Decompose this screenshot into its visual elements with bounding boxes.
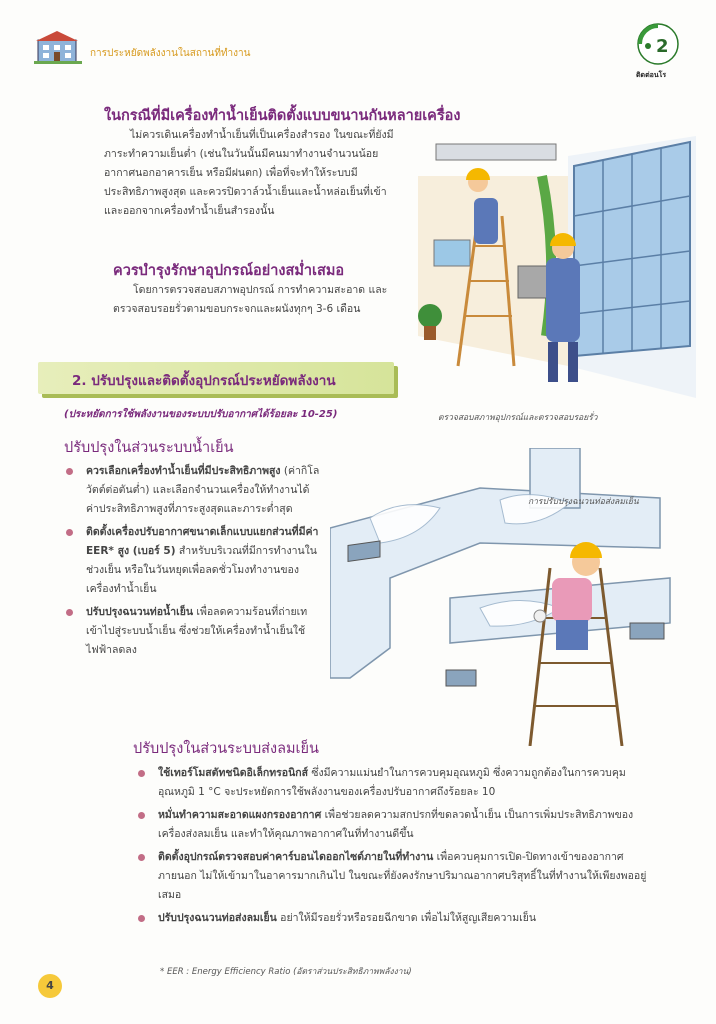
section-heading-maintenance: ควรบำรุงรักษาอุปกรณ์อย่างสม่ำเสมอ: [113, 263, 345, 279]
item-text: ซึ่งมีความแม่นยำในการควบคุมอุณหภูมิ ซึ่งความถูกต้องในการควบคุมอุณหภูมิ 1 °C จะประหยัดการใช้พลังงานของเครื่องปรับอากาศถึงร้อยละ 10: [158, 767, 626, 798]
item-text: เพื่อช่วยลดความสกปรกที่ขดลวดน้ำเย็น เป็นการเพิ่มประสิทธิภาพของเครื่องส่งลมเย็น และทำให้คุณภาพอากาศในที่ทำงานดีขึ้น: [158, 809, 634, 840]
item-bold: หมั่นทำความสะอาดแผงกรองอากาศ: [158, 809, 322, 821]
bullet-icon: [66, 609, 73, 616]
energy-badge-icon: [628, 18, 688, 70]
list-item: [136, 909, 656, 928]
list-item: [136, 848, 656, 905]
caption-duct: การปรับปรุงฉนวนท่อส่งลมเย็น: [528, 497, 639, 507]
item-text: เพื่อลดความร้อนที่ถ่ายเทเข้าไปสู่ระบบน้ำเย็น ซึ่งช่วยให้เครื่องทำน้ำเย็นใช้ไฟฟ้าลดลง: [86, 606, 308, 656]
item-bold: ปรับปรุงฉนวนท่อส่งลมเย็น: [158, 912, 277, 924]
page-number: 4: [38, 974, 62, 998]
caption-inspection: ตรวจสอบสภาพอุปกรณ์และตรวจสอบรอยรั่ว: [438, 413, 598, 423]
bullet-icon: [138, 915, 145, 922]
footnote: * EER : Energy Efficiency Ratio (อัตราส่วนประสิทธิภาพพลังงาน): [160, 967, 412, 977]
item-text: เพื่อควบคุมการเปิด-ปิดทางเข้าของอากาศภายนอก ไม่ให้เข้ามาในอาคารมากเกินไป ในขณะที่ยังคงรักษาปริมาณอากาศบริสุทธิ์ในที่ทำงานให้เพียงพออยู่เสมอ: [158, 851, 647, 901]
duct-repair-illustration: [330, 448, 686, 746]
bullet-icon: [138, 812, 145, 819]
chilled-water-list: [64, 462, 320, 664]
bullet-icon: [138, 770, 145, 777]
savings-note: (ประหยัดการใช้พลังงานของระบบปรับอากาศได้ร้อยละ 10-25): [64, 409, 338, 420]
list-item: [64, 462, 320, 519]
item-bold: ควรเลือกเครื่องทำน้ำเย็นที่มีประสิทธิภาพสูง: [86, 465, 281, 477]
paragraph-maintenance: โดยการตรวจสอบสภาพอุปกรณ์ การทำความสะอาด และตรวจสอบรอยรั่วตามขอบกระจกและผนังทุกๆ 3-6 เดือน: [113, 284, 388, 315]
section-heading-parallel-chillers: ในกรณีที่มีเครื่องทำน้ำเย็นติดตั้งแบบขนานกันหลายเครื่อง: [104, 108, 461, 124]
bullet-icon: [138, 854, 145, 861]
svg-text:2: 2: [656, 36, 669, 57]
section-banner: [38, 362, 394, 394]
list-item: [64, 523, 320, 599]
section-heading-chilled-water: ปรับปรุงในส่วนระบบน้ำเย็น: [64, 440, 234, 456]
list-item: [136, 764, 656, 802]
section-heading-air-distribution: ปรับปรุงในส่วนระบบส่งลมเย็น: [133, 741, 319, 757]
item-bold: ติดตั้งเครื่องปรับอากาศขนาดเล็กแบบแยกส่วนที่มีค่า EER* สูง (เบอร์ 5): [86, 526, 319, 557]
item-bold: ติดตั้งอุปกรณ์ตรวจสอบค่าคาร์บอนไดออกไซด์ภายในที่ทำงาน: [158, 851, 434, 863]
item-text: (ค่ากิโลวัตต์ต่อตันต่ำ) และเลือกจำนวนเครื่องให้ทำงานได้ค่าประสิทธิภาพสูงที่ภาระสูงสุดและภาระต่ำสุด: [86, 465, 320, 515]
item-text: อย่าให้มีรอยรั่วหรือรอยฉีกขาด เพื่อไม่ให้สูญเสียความเย็น: [276, 912, 537, 924]
bullet-icon: [66, 468, 73, 475]
list-item: [136, 806, 656, 844]
badge-label: ติดต่อนโร: [636, 71, 667, 79]
inspection-illustration: [418, 136, 696, 398]
banner-title: 2. ปรับปรุงและติดตั้งอุปกรณ์ประหยัดพลังงาน: [72, 373, 336, 389]
bullet-icon: [66, 529, 73, 536]
air-distribution-list: [136, 764, 656, 932]
item-bold: ใช้เทอร์โมสตัทชนิดอิเล็กทรอนิกส์: [158, 767, 309, 779]
header-title: การประหยัดพลังงานในสถานที่ทำงาน: [90, 48, 251, 59]
paragraph-parallel-chillers: ไม่ควรเดินเครื่องทำน้ำเย็นที่เป็นเครื่องสำรอง ในขณะที่ยังมีภาระทำความเย็นต่ำ (เช่นในวันนั้นมีคนมาทำงานจำนวนน้อย อากาศนอกอาคารเย็น หรือมีฝนตก) เพื่อที่จะทำให้ระบบมีประสิทธิภาพสูงสุด และควรปิดวาล์วน้ำเย็นและน้ำหล่อเย็นที่เข้าและออกจากเครื่องทำน้ำเย็นสำรองนั้น: [104, 129, 394, 217]
item-text: สำหรับบริเวณที่มีการทำงานในช่วงเย็น หรือในวันหยุดเพื่อลดชั่วโมงทำงานของเครื่องทำน้ำเย็น: [86, 545, 317, 595]
item-bold: ปรับปรุงฉนวนท่อน้ำเย็น: [86, 606, 194, 618]
building-logo-icon: [34, 30, 82, 64]
list-item: [64, 603, 320, 660]
